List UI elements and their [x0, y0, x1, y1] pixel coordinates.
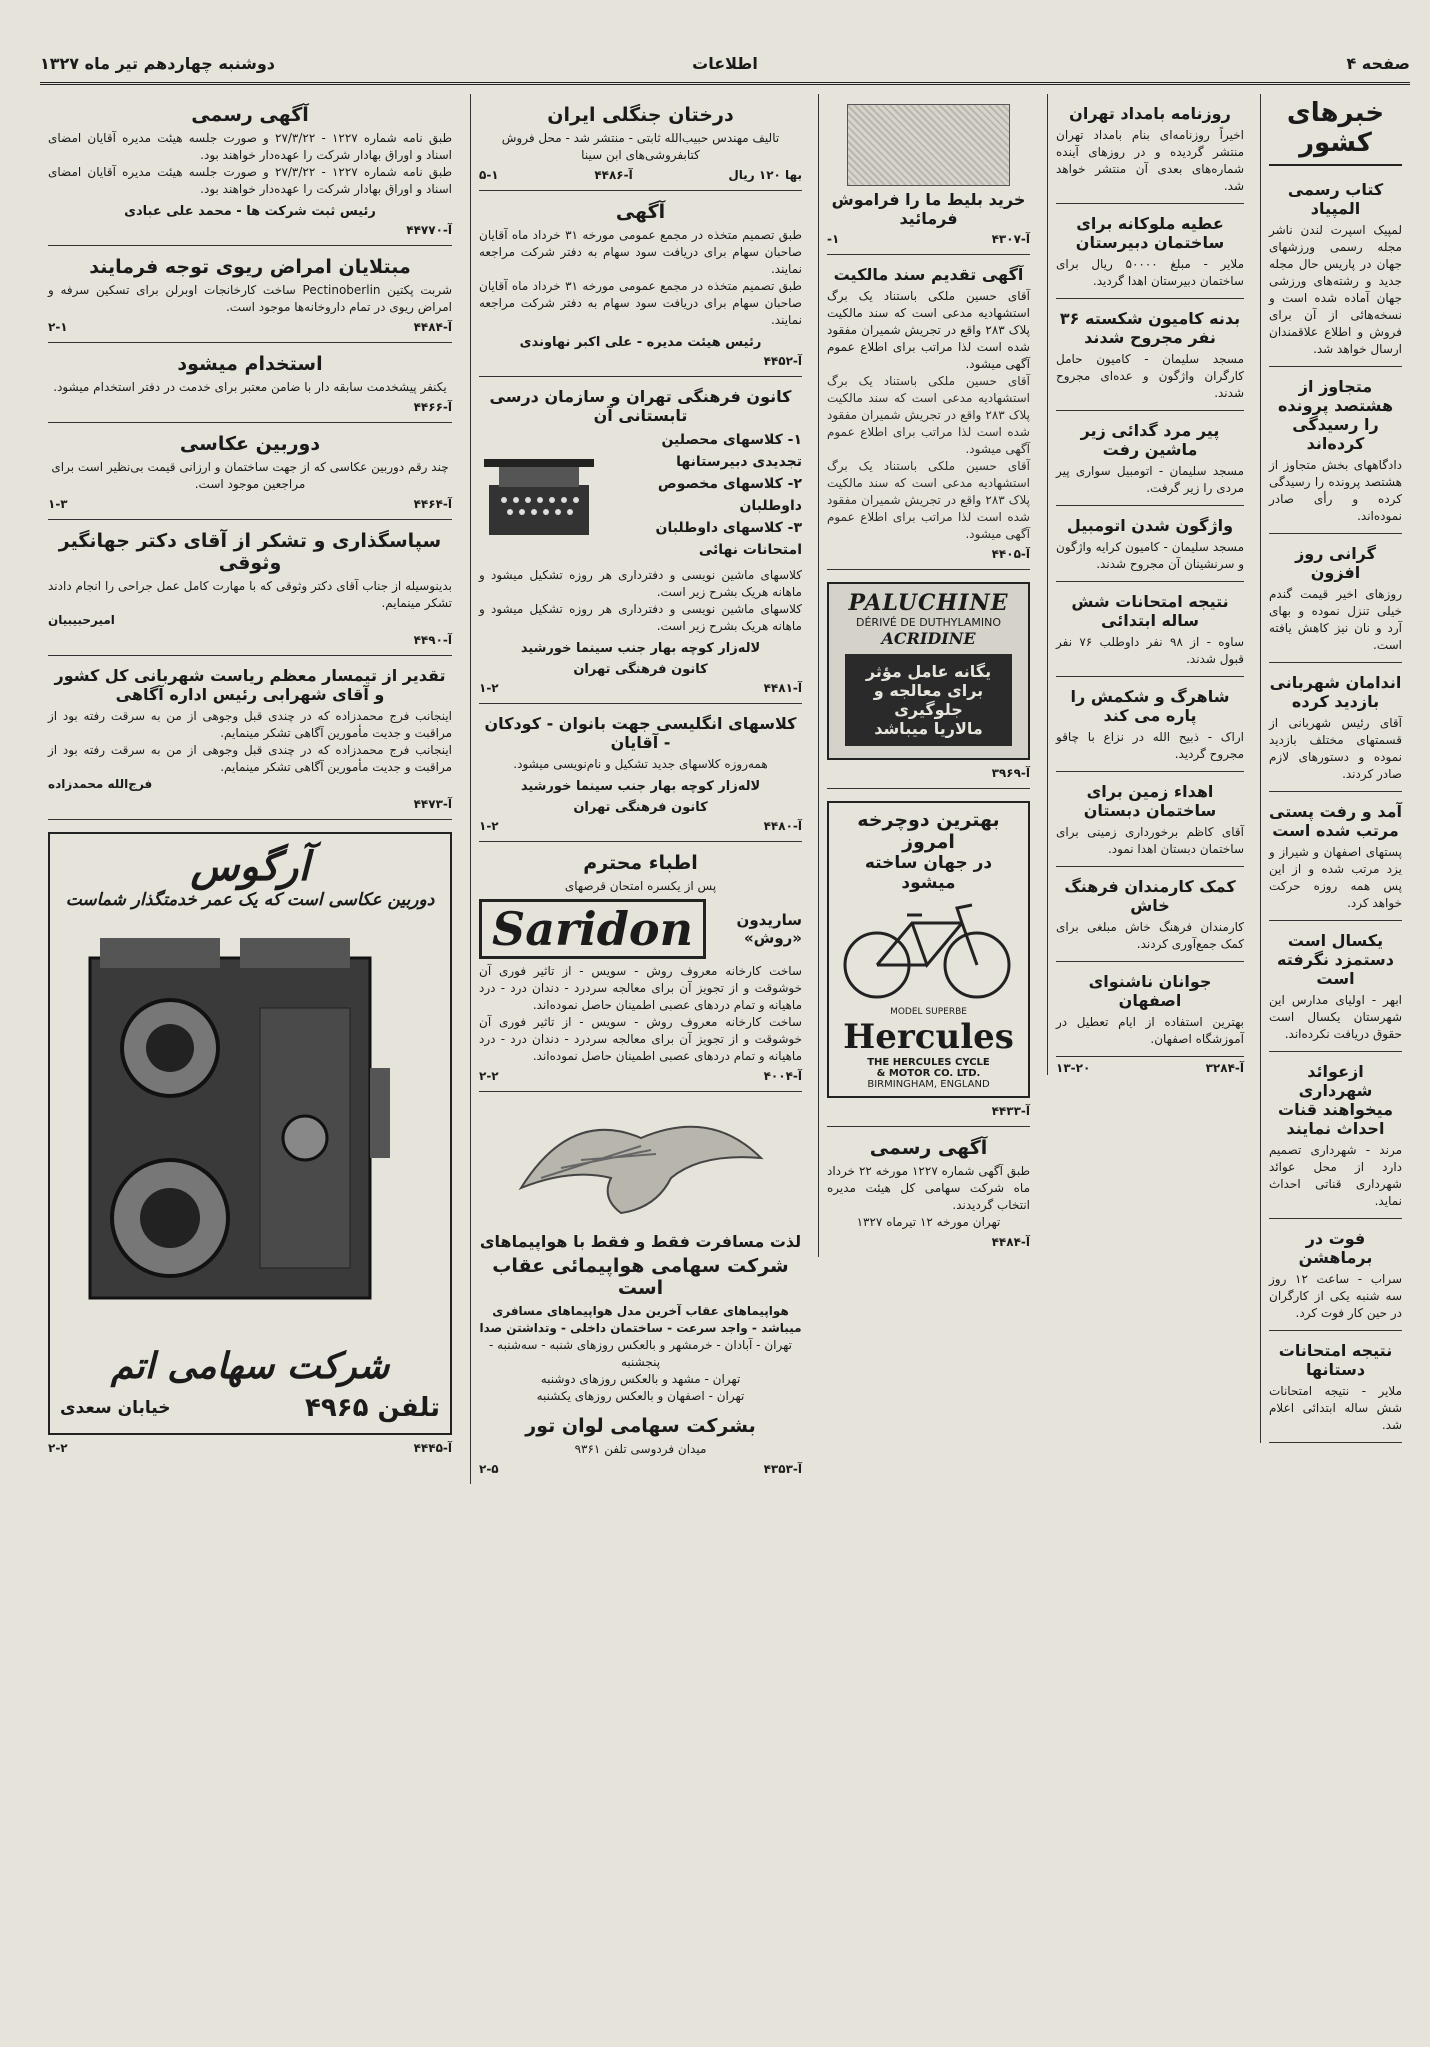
news-item [1269, 663, 1402, 792]
news-headline: نتیجه امتحانات شش ساله ابتدائی [1071, 592, 1229, 630]
ad-headline: خرید بلیط ما را فراموش فرمائید [831, 190, 1026, 228]
camera-icon [60, 918, 440, 1338]
ad-body: همه‌روزه کلاسهای جدید تشکیل و نام‌نویسی میشود. [513, 757, 768, 771]
news-body: پستهای اصفهان و شیراز و یزد مرتب شده و از این پس همه روزه حرکت خواهد کرد. [1269, 845, 1402, 910]
ad-body-continued: آقای حسین ملکی باستناد یک برگ استشهادیه مدعی است که سند مالکیت پلاک ۲۸۳ واقع در تجریش شمیران مفقود شده است لذا مراتب برای اطلاع عموم آگهی میشود. [827, 374, 1030, 456]
ad-headline: آگهی [615, 201, 666, 223]
news-body: بهترین استفاده از ایام تعطیل در آموزشگاه اصفهان. [1056, 1015, 1244, 1046]
news-item [1056, 94, 1244, 204]
news-body: اخیراً روزنامه‌ای بنام بامداد تهران منتشر گردیده و در روزهای آینده شماره‌های بعدی آن منتشر خواهد شد. [1056, 128, 1244, 193]
globe-illustration [847, 104, 1010, 186]
ad-camera: دوربین عکاسی چند رقم دوربین عکاسی که از جهت ساختمان و ارزانی قیمت بی‌نظیر است برای مراجعین موجود است. آ-۴۴۶۴ ۱-۳ [48, 423, 452, 520]
news-headline: نتیجه امتحانات دستانها [1278, 1341, 1393, 1379]
news-headline: ازعوائد شهرداری میخواهند قنات احداث نمایند [1277, 1062, 1393, 1138]
news-item [1269, 170, 1402, 367]
ad-body: شربت پکتین Pectinoberlin ساخت کارخانجات اوبرلن برای تسکین سرفه و امراض ریوی در تمام داروخانه‌ها موجود است. [48, 283, 452, 314]
news-headline: شاهرگ و شکمش را پاره می کند [1070, 687, 1230, 725]
news-item [1269, 534, 1402, 663]
news-headline: جوانان ناشنوای اصفهان [1088, 972, 1212, 1010]
ad-sign: امیرحبیبیان [48, 613, 115, 627]
ad-sign: کانون فرهنگی تهران [573, 662, 708, 677]
news-item [1056, 582, 1244, 677]
route-item: تهران - مشهد و بالعکس روزهای دوشنبه [540, 1372, 741, 1386]
ad-headline: آگهی رسمی [191, 104, 309, 126]
ad-argus-camera: آرگوس دوربین عکاسی است که یک عمر خدمتگذار شماست شرکت سهامی اتم تلفن ۴۹۶۵ خیابان سعدی آ-۴۴۴۵ ۲-۲ [48, 820, 452, 1463]
ad-body: آقای حسین ملکی باستناد یک برگ استشهادیه مدعی است که سند مالکیت پلاک ۲۸۳ واقع در تجریش شمیران مفقود شده است لذا مراتب برای اطلاع عموم آگهی میشود. [827, 289, 1030, 371]
ad-code: آ-۳۲۸۴ ۱۳-۲۰ [1056, 1061, 1244, 1075]
ad-hiring: استخدام میشود یکنفر پیشخدمت سابقه دار با ضامن معتبر برای خدمت در دفتر استخدام میشود. آ-۴۴۶۶ [48, 343, 452, 423]
ad-body-continued: اینجانب فرج محمدزاده که در چندی قبل وجوهی از من به سرقت رفته بود از مراقبت و جدیت مأمورین آگاهی تشکر مینمایم. [48, 743, 452, 774]
eagle-icon [481, 1098, 801, 1228]
route-item: تهران - آبادان - خرمشهر و بالعکس روزهای شنبه - سه‌شنبه - پنجشنبه [489, 1338, 792, 1369]
ad-headline: مبتلایان امراض ریوی توجه فرمایند [89, 256, 411, 278]
ad-sign: کانون فرهنگی تهران [573, 800, 708, 815]
news-headline: عطیه ملوکانه برای ساختمان دبیرستان [1075, 214, 1225, 252]
news-headline: یکسال است دستمزد نگرفته است [1277, 931, 1394, 988]
news-headline: متجاوز از هشتصد پرونده را رسیدگی کرده‌اند [1277, 377, 1394, 453]
model-label: MODEL SUPERBE [890, 1007, 967, 1017]
typewriter-icon [479, 445, 599, 545]
ad-body: هواپیماهای عقاب آخرین مدل هواپیماهای مسافری میباشد - واجد سرعت - ساختمان داخلی - وتداشتن صدا [479, 1304, 802, 1335]
news-body: ملایر - نتیجه امتحانات شش ساله ابتدائی اعلام شد. [1269, 1384, 1402, 1432]
brand-line: BIRMINGHAM, ENGLAND [867, 1079, 990, 1090]
ad-official-notice: آگهی رسمی طبق آگهی شماره ۱۲۲۷ مورخه ۲۲ خرداد ماه شرکت سهامی کل هیئت مدیره انتخاب گردیدند. تهران مورخه ۱۲ تیرماه ۱۳۲۷ آ-۴۴۸۴ [827, 1137, 1031, 1249]
ad-body: کلاسهای ماشین نویسی و دفترداری هر روزه تشکیل میشود و ماهانه هریک بشرح زیر است. [479, 568, 802, 599]
news-headline: اندامان شهربانی بازدید کرده [1269, 673, 1402, 711]
list-item: ۱- کلاسهای محصلین تجدیدی دبیرستانها [661, 432, 802, 470]
ad-body-continued: طبق نامه شماره ۱۲۲۷ - ۲۷/۳/۲۲ و صورت جلسه هیئت مدیره آقایان امضای اسناد و اوراق بهادار شرکت را عهده‌دار خواهند بود. [48, 165, 452, 196]
news-body: ابهر - اولیای مدارس این شهرستان یکسال است حقوق دریافت نکرده‌اند. [1269, 993, 1402, 1041]
news-headline: واژگون شدن اتومبیل [1066, 516, 1234, 535]
news-item [1269, 921, 1402, 1052]
ad-headline: درختان جنگلی ایران [547, 104, 734, 126]
news-list [1056, 94, 1244, 1057]
ad-body: بدینوسیله از جناب آقای دکتر وثوقی که با مهارت کامل عمل جراحی را انجام دادند تشکر مینمایم. [48, 579, 452, 610]
ad-headline: دوربین عکاسی [179, 433, 321, 455]
news-body: لمپیک اسپرت لندن ناشر مجله رسمی ورزشهای جهان در پاریس حال مجله جدید و رشته‌های ورزشی جهان آماده شده است و نسخه‌هائی از آن برای فروش و اطلاع علاقمندان ارسال خواهد شد. [1269, 223, 1402, 356]
ad-headline: شرکت سهامی هواپیمائی عقاب است [492, 1255, 789, 1299]
news-column-2 [1047, 94, 1252, 1075]
news-headline: اهداء زمین برای ساختمان دبستان [1083, 782, 1217, 820]
ad-headline: اطباء محترم [583, 852, 698, 874]
paper-name: اطلاعات [692, 54, 758, 73]
page-number: صفحه ۴ [1346, 54, 1410, 73]
ad-body: طبق آگهی شماره ۱۲۲۷ مورخه ۲۲ خرداد ماه شرکت سهامی کل هیئت مدیره انتخاب گردیدند. [827, 1164, 1031, 1212]
section-title: خبرهای کشور [1269, 98, 1402, 166]
ad-address: لاله‌زار کوچه بهار جنب سینما خورشید [520, 641, 761, 656]
ad-body: اینجانب فرج محمدزاده که در چندی قبل وجوهی از من به سرقت رفته بود از مراقبت و جدیت مأمورین آگاهی تشکر مینمایم. [48, 709, 452, 740]
news-body: کارمندان فرهنگ خاش مبلغی برای کمک جمع‌آوری کردند. [1056, 920, 1244, 951]
ad-headline: تقدیر از تیمسار معظم ریاست شهربانی کل کشور و آقای شهرابی رئیس اداره آگاهی [54, 666, 446, 704]
ad-sign: رئیس ثبت شرکت ها - محمد علی عبادی [124, 204, 376, 219]
news-body: ساوه - از ۹۸ نفر داوطلب ۷۶ نفر قبول شدند. [1056, 635, 1244, 666]
ad-headline: سپاسگذاری و تشکر از آقای دکتر جهانگیر وثوقی [58, 530, 442, 574]
news-headline: روزنامه بامداد تهران [1069, 104, 1231, 123]
ad-dividend: آگهی طبق تصمیم متخذه در مجمع عمومی مورخه ۳۱ خرداد ماه آقایان صاحبان سهام برای دریافت سود سهام به دفتر شرکت مراجعه نمایند. طبق تصمیم متخذه در مجمع عمومی مورخه ۳۱ خرداد ماه آقایان صاحبان سهام برای دریافت سود سهام به دفتر شرکت مراجعه نمایند. رئیس هیئت مدیره - علی اکبر نهاوندی آ-۴۴۵۲ [479, 191, 802, 377]
ad-fa-line: مالاریا میباشد [874, 719, 983, 738]
ads-column-5 [40, 94, 460, 1463]
ad-lung-disease: مبتلایان امراض ریوی توجه فرمایند شربت پکتین Pectinoberlin ساخت کارخانجات اوبرلن برای تسکین سرفه و امراض ریوی در تمام داروخانه‌ها موجود است. آ-۴۴۸۴ ۲-۱ [48, 246, 452, 343]
ad-address: خیابان سعدی [60, 1398, 171, 1418]
ad-official: آگهی رسمی طبق نامه شماره ۱۲۲۷ - ۲۷/۳/۲۲ و صورت جلسه هیئت مدیره آقایان امضای اسناد و اوراق بهادار شرکت را عهده‌دار خواهند بود. طبق نامه شماره ۱۲۲۷ - ۲۷/۳/۲۲ و صورت جلسه هیئت مدیره آقایان امضای اسناد و اوراق بهادار شرکت را عهده‌دار خواهند بود. رئیس ثبت شرکت ها - محمد علی عبادی آ-۴۴۷۷۰ [48, 94, 452, 246]
ad-sign: فرج‌الله محمدزاده [48, 777, 153, 791]
ad-headline: آرگوس [190, 844, 310, 890]
ad-saridon: اطباء محترم پس از یکسره امتحان قرصهای ساریدون «روش» Saridon ساخت کارخانه معروف روش - سویس - از تاثیر فوری آن خوشوقت و از تجویز آن برای معالجه سردرد - دندان درد - درد ماهیانه و تمام دردهای عصبی اطمینان حاصل نموده‌اند. ساخت کارخانه معروف روش - سویس - از تاثیر فوری آن خوشوقت و از تجویز آن برای معالجه سردرد - دندان درد - درد ماهیانه و تمام دردهای عصبی اطمینان حاصل نموده‌اند. آ-۴۰۰۴ ۲-۲ [479, 842, 802, 1092]
ad-body: تالیف مهندس حبیب‌الله ثابتی - منتشر شد - محل فروش کتابفروشی‌های ابن سینا [501, 131, 780, 162]
ad-english-classes: کلاسهای انگلیسی جهت بانوان - کودکان - آقایان همه‌روزه کلاسهای جدید تشکیل و نام‌نویسی میشود. لاله‌زار کوچه بهار جنب سینما خورشید کانون فرهنگی تهران آ-۴۴۸۰ ۱-۲ [479, 704, 802, 842]
ad-body-continued: طبق تصمیم متخذه در مجمع عمومی مورخه ۳۱ خرداد ماه آقایان صاحبان سهام برای دریافت سود سهام به دفتر شرکت مراجعه نمایند. [479, 279, 802, 327]
ad-headline: کلاسهای انگلیسی جهت بانوان - کودکان - آقایان [484, 714, 797, 752]
news-item [1056, 204, 1244, 299]
route-item: تهران - اصفهان و بالعکس روزهای یکشنبه [536, 1389, 745, 1403]
news-headline: گرانی روز افزون [1295, 544, 1376, 582]
brand-line: & MOTOR CO. LTD. [876, 1068, 981, 1079]
news-list [1269, 170, 1402, 1443]
ad-headline: آگهی رسمی [869, 1137, 988, 1159]
news-body: مسجد سلیمان - کامیون حامل کارگران واژگون و عده‌ای مجروح شدند. [1056, 352, 1244, 400]
ad-thanks-doctor: سپاسگذاری و تشکر از آقای دکتر جهانگیر وثوقی بدینوسیله از جناب آقای دکتر وثوقی که با مهارت کامل عمل جراحی را انجام دادند تشکر مینمایم. امیرحبیبیان آ-۴۴۹۰ [48, 520, 452, 656]
ad-address: میدان فردوسی تلفن ۹۳۶۱ [574, 1442, 707, 1456]
news-item [1056, 867, 1244, 962]
ad-company: بشرکت سهامی لوان تور [525, 1415, 756, 1437]
ad-body: طبق تصمیم متخذه در مجمع عمومی مورخه ۳۱ خرداد ماه آقایان صاحبان سهام برای دریافت سود سهام به دفتر شرکت مراجعه نمایند. [479, 228, 802, 276]
news-headline: کمک کارمندان فرهنگ خاش [1064, 877, 1236, 915]
ad-airline: لذت مسافرت فقط و فقط با هواپیماهای شرکت سهامی هواپیمائی عقاب است هواپیماهای عقاب آخرین مدل هواپیماهای مسافری میباشد - واجد سرعت - ساختمان داخلی - وتداشتن صدا تهران - آبادان - خرمشهر و بالعکس روزهای شنبه - سه‌شنبه - پنجشنبه تهران - مشهد و بالعکس روزهای دوشنبه تهران - اصفهان و بالعکس روزهای یکشنبه بشرکت سهامی لوان تور میدان فردوسی تلفن ۹۳۶۱ آ-۴۳۵۳ ۲-۵ [479, 1092, 802, 1484]
news-headline: پیر مرد گدائی زیر ماشین رفت [1080, 421, 1220, 459]
news-body: اراک - ذبیح الله در نزاع با چاقو مجروح گردید. [1056, 730, 1244, 761]
news-body: آقای کاظم برخورداری زمینی برای ساختمان دبستان اهدا نمود. [1056, 825, 1244, 856]
ad-body: یکنفر پیشخدمت سابقه دار با ضامن معتبر برای خدمت در دفتر استخدام میشود. [53, 380, 447, 394]
news-body: سراب - ساعت ۱۲ روز سه شنبه یکی از کارگران در حین کار فوت کرد. [1269, 1272, 1403, 1320]
brand-line: THE HERCULES CYCLE [867, 1057, 990, 1068]
ad-deed: آگهی تقدیم سند مالکیت آقای حسین ملکی باستناد یک برگ استشهادیه مدعی است که سند مالکیت پلاک ۲۸۳ واقع در تجریش شمیران مفقود شده است لذا مراتب برای اطلاع عموم آگهی میشود. آقای حسین ملکی باستناد یک برگ استشهادیه مدعی است که سند مالکیت پلاک ۲۸۳ واقع در تجریش شمیران مفقود شده است لذا مراتب برای اطلاع عموم آگهی میشود. آقای حسین ملکی باستناد یک برگ استشهادیه مدعی است که سند مالکیت پلاک ۲۸۳ واقع در تجریش شمیران مفقود شده است لذا مراتب برای اطلاع عموم آگهی میشود. آ-۴۴۰۵ [827, 255, 1030, 570]
ad-body: طبق نامه شماره ۱۲۲۷ - ۲۷/۳/۲۲ و صورت جلسه هیئت مدیره آقایان امضای اسناد و اوراق بهادار شرکت را عهده‌دار خواهند بود. [48, 131, 452, 162]
ad-sign: رئیس هیئت مدیره - علی اکبر نهاوندی [519, 335, 762, 350]
ad-headline: بهترین دوچرخه امروز [857, 809, 1000, 853]
news-item [1269, 1331, 1402, 1443]
news-body: مسجد سلیمان - اتومبیل سواری پیر مردی را زیر گرفت. [1056, 464, 1244, 495]
news-item [1269, 1219, 1402, 1331]
brand-hercules: Hercules [843, 1017, 1014, 1057]
ad-paluchine: PALUCHINE DÉRIVÉ DE DUTHYLAMINO ACRIDINE یگانه عامل مؤثر برای معالجه و جلوگیری مالاریا میباشد آ-۳۹۶۹ [827, 570, 1030, 789]
list-item: ۲- کلاسهای مخصوص داوطلبان [657, 476, 802, 514]
news-item [1269, 1052, 1402, 1219]
brand-sub2: ACRIDINE [881, 629, 976, 648]
ad-sign: تهران مورخه ۱۲ تیرماه ۱۳۲۷ [856, 1215, 1001, 1229]
news-body: روزهای اخیر قیمت گندم خیلی تنزل نموده و بهای آرد و نان نیز کاهش یافته است. [1269, 587, 1402, 652]
ad-travel: خرید بلیط ما را فراموش فرمائید آ-۴۳۰۷ ۱- [827, 94, 1030, 255]
news-item [1056, 962, 1244, 1057]
ad-address: لاله‌زار کوچه بهار جنب سینما خورشید [520, 779, 761, 794]
news-item [1056, 506, 1244, 582]
news-item [1056, 772, 1244, 867]
brand-sub: DÉRIVÉ DE DUTHYLAMINO [856, 616, 1001, 629]
ad-subhead: پس از یکسره امتحان قرصهای [564, 879, 717, 893]
ad-subhead: دوربین عکاسی است که یک عمر خدمتگذار شماست [65, 890, 435, 910]
ad-brand-fa: ساریدون «روش» [736, 911, 802, 947]
ad-body-continued: آقای حسین ملکی باستناد یک برگ استشهادیه مدعی است که سند مالکیت پلاک ۲۸۳ واقع در تجریش شمیران مفقود شده است لذا مراتب برای اطلاع عموم آگهی میشود. [827, 459, 1030, 541]
ad-fa-line: برای معالجه و جلوگیری [873, 681, 984, 719]
ad-phone: تلفن ۴۹۶۵ [304, 1393, 440, 1423]
ad-headline: آگهی تقدیم سند مالکیت [833, 265, 1024, 284]
news-body: دادگاههای بخش متجاوز از هشتصد پرونده را رسیدگی کرده و رأی صادر نموده‌اند. [1269, 458, 1402, 523]
issue-date: دوشنبه چهاردهم تیر ماه ۱۳۲۷ [40, 54, 276, 73]
ad-body-continued: کلاسهای ماشین نویسی و دفترداری هر روزه تشکیل میشود و ماهانه هریک بشرح زیر است. [479, 602, 802, 633]
news-item [1056, 411, 1244, 506]
ad-book: درختان جنگلی ایران تالیف مهندس حبیب‌الله ثابتی - منتشر شد - محل فروش کتابفروشی‌های ابن سینا بها ۱۲۰ ریال آ-۴۴۸۶ ۵-۱ [479, 94, 802, 191]
ad-headline: در جهان ساخته میشود [864, 853, 993, 893]
news-headline: فوت در برماهشن [1298, 1229, 1373, 1267]
ad-fa-line: یگانه عامل مؤثر [865, 662, 992, 681]
news-body: مرند - شهرداری تصمیم دارد از محل عوائد شهرداری قناتی احداث نماید. [1269, 1143, 1402, 1208]
news-headline: کتاب رسمی المپیاد [1287, 180, 1384, 218]
news-item [1269, 367, 1402, 534]
news-item [1056, 299, 1244, 411]
news-item [1269, 792, 1402, 921]
news-body: مسجد سلیمان - کامیون کرایه واژگون و سرنشینان آن مجروح شدند. [1056, 540, 1244, 571]
news-column-1 [1260, 94, 1410, 1443]
list-item: ۳- کلاسهای داوطلبان امتحانات نهائی [655, 520, 802, 558]
news-item [1056, 677, 1244, 772]
ads-column-3 [818, 94, 1038, 1257]
ad-headline: استخدام میشود [177, 353, 323, 375]
news-body: ملایر - مبلغ ۵۰۰۰۰ ریال برای ساختمان دبیرستان اهدا گردید. [1056, 257, 1245, 288]
ad-headline: لذت مسافرت فقط و فقط با هواپیماهای [479, 1232, 802, 1251]
ad-body: چند رقم دوربین عکاسی که از جهت ساختمان و ارزانی قیمت بی‌نظیر است برای مراجعین موجود است. [51, 460, 449, 491]
brand-paluchine: PALUCHINE [848, 590, 1009, 616]
ads-column-4 [470, 94, 810, 1484]
ad-thanks-police: تقدیر از تیمسار معظم ریاست شهربانی کل کشور و آقای شهرابی رئیس اداره آگاهی اینجانب فرج محمدزاده که در چندی قبل وجوهی از من به سرقت رفته بود از مراقبت و جدیت مأمورین آگاهی تشکر مینمایم. اینجانب فرج محمدزاده که در چندی قبل وجوهی از من به سرقت رفته بود از مراقبت و جدیت مأمورین آگاهی تشکر مینمایم. فرج‌الله محمدزاده آ-۴۴۷۳ [48, 656, 452, 820]
bicycle-icon [832, 893, 1022, 1003]
news-headline: آمد و رفت پستی مرتب شده است [1269, 802, 1402, 840]
ad-body: ساخت کارخانه معروف روش - سویس - از تاثیر فوری آن خوشوقت و از تجویز آن برای معالجه سردرد - دندان درد - درد ماهیانه و تمام دردهای عصبی اطمینان حاصل نموده‌اند. [479, 964, 802, 1012]
ad-cultural-center: کانون فرهنگی تهران و سازمان درسی تابستانی آن ۱- کلاسهای محصلین تجدیدی دبیرستانها ۲- کلاسهای مخصوص داوطلبان ۳- کلاسهای داوطلبان امتحانات نهائی کلاسهای ماشین نویسی و دفترداری هر روزه تشکیل میشود و ماهانه هریک بشرح زیر است. کلاسهای ماشین نویسی و دفترداری هر روزه تشکیل میشود و ماهانه هریک بشرح زیر است. لاله‌زار کوچه بهار جنب سینما خورشید کانون فرهنگی تهران آ-۴۴۸۱ ۱-۲ [479, 377, 802, 704]
ad-headline: کانون فرهنگی تهران و سازمان درسی تابستانی آن [489, 387, 792, 425]
brand-saridon: Saridon [479, 899, 706, 959]
ad-hercules: بهترین دوچرخه امروز در جهان ساخته میشود MODEL SUPERBE Hercules THE HERCULES CYCLE & MOTOR CO. LTD. BIRMINGHAM, ENGLAND آ-۴۴۳۳ [827, 789, 1030, 1127]
ad-body-continued: ساخت کارخانه معروف روش - سویس - از تاثیر فوری آن خوشوقت و از تجویز آن برای معالجه سردرد - دندان درد - درد ماهیانه و تمام دردهای عصبی اطمینان حاصل نموده‌اند. [479, 1015, 802, 1063]
newspaper-page [40, 48, 1410, 2033]
news-body: آقای رئیس شهربانی از قسمتهای مختلف بازدید نموده و دستورهای لازم صادر کردند. [1269, 716, 1402, 781]
ad-company: شرکت سهامی اتم [110, 1346, 390, 1387]
news-headline: بدنه کامیون شکسته ۳۶ نفر مجروح شدند [1059, 309, 1241, 347]
